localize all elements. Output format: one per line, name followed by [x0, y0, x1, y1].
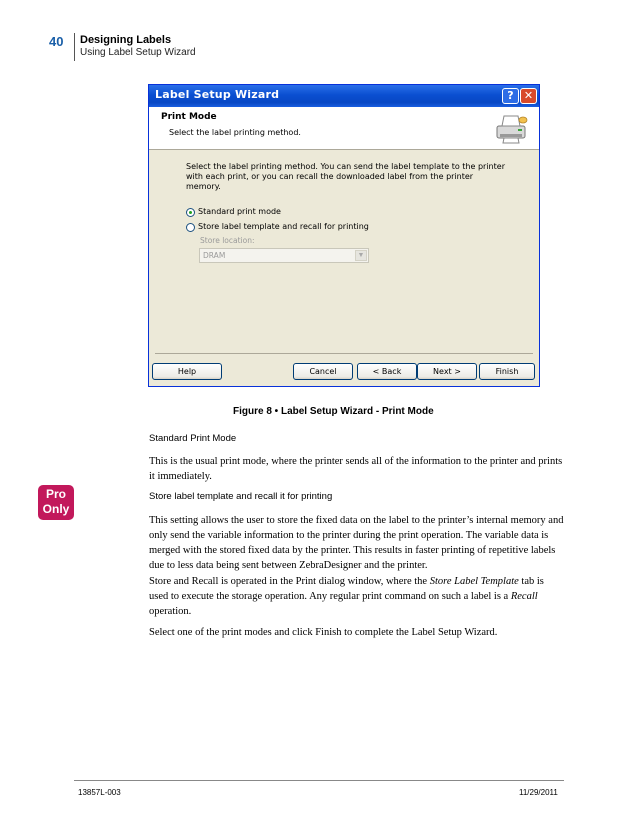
label-setup-wizard-dialog	[148, 84, 540, 387]
usage-text-part-3: operation.	[149, 606, 192, 617]
store-location-select[interactable]	[199, 248, 369, 263]
select-mode-instruction: Select one of the print modes and click Finish to complete the Label Setup Wizard.	[149, 627, 498, 638]
finish-button[interactable]: Finish	[479, 363, 535, 380]
document-number: 13857L-003	[78, 788, 121, 797]
printer-icon	[494, 112, 528, 144]
standard-print-mode-text: This is the usual print mode, where the printer sends all of the information to the printer and prints it immediately.	[149, 456, 563, 482]
dialog-titlebar	[149, 85, 539, 107]
back-button[interactable]: < Back	[357, 363, 417, 380]
dialog-title: Label Setup Wizard	[155, 88, 280, 101]
figure-caption: Figure 8 • Label Setup Wizard - Print Mode	[233, 406, 434, 417]
chevron-down-icon: ▼	[355, 250, 367, 261]
store-location-value: DRAM	[203, 251, 226, 260]
wizard-step-title: Print Mode	[161, 112, 217, 122]
wizard-description: Select the label printing method. You can send the label template to the printer with each print, or you can recall the downloaded label from the printer memory.	[186, 162, 505, 191]
badge-line-1: Pro	[45, 487, 66, 501]
button-separator	[155, 353, 533, 354]
store-recall-heading: Store label template and recall it for printing	[149, 491, 333, 502]
help-button[interactable]: Help	[152, 363, 222, 380]
standard-print-mode-radio[interactable]	[186, 208, 195, 217]
store-template-label[interactable]: Store label template and recall for printing	[198, 222, 369, 231]
store-location-label: Store location:	[200, 236, 255, 245]
store-template-radio[interactable]	[186, 223, 195, 232]
store-recall-usage-text	[149, 574, 564, 619]
section-title: Using Label Setup Wizard	[80, 47, 196, 58]
footer-divider	[74, 780, 564, 781]
wizard-step-subtitle: Select the label printing method.	[169, 128, 301, 137]
badge-line-2: Only	[42, 502, 70, 516]
help-icon[interactable]: ?	[502, 88, 519, 104]
page-number: 40	[49, 34, 64, 49]
wizard-header-panel	[149, 107, 539, 150]
header-divider	[74, 33, 75, 61]
close-icon[interactable]: ✕	[520, 88, 537, 104]
cancel-button[interactable]: Cancel	[293, 363, 353, 380]
chapter-title: Designing Labels	[80, 34, 172, 46]
standard-print-mode-heading: Standard Print Mode	[149, 433, 237, 444]
next-button[interactable]: Next >	[417, 363, 477, 380]
usage-text-part-2: tab is used to execute the storage operation. Any regular print command on such a label is a	[149, 576, 544, 602]
standard-print-mode-label[interactable]: Standard print mode	[198, 207, 281, 216]
pro-only-badge	[38, 485, 74, 520]
usage-text-part-1: Store and Recall is operated in the Print dialog window, where the	[149, 576, 430, 587]
store-recall-text: This setting allows the user to store the fixed data on the label to the printer’s internal memory and only send the variable information to the printer during the print operation. The variable data is merged with the stored fixed data by the printer. This results in faster printing of repetitive labels due to less data being sent between ZebraDesigner and the printer.	[149, 515, 564, 571]
recall-term: Recall	[510, 591, 538, 602]
store-label-template-tab-name: Store Label Template	[429, 576, 519, 587]
publication-date: 11/29/2011	[519, 788, 558, 797]
